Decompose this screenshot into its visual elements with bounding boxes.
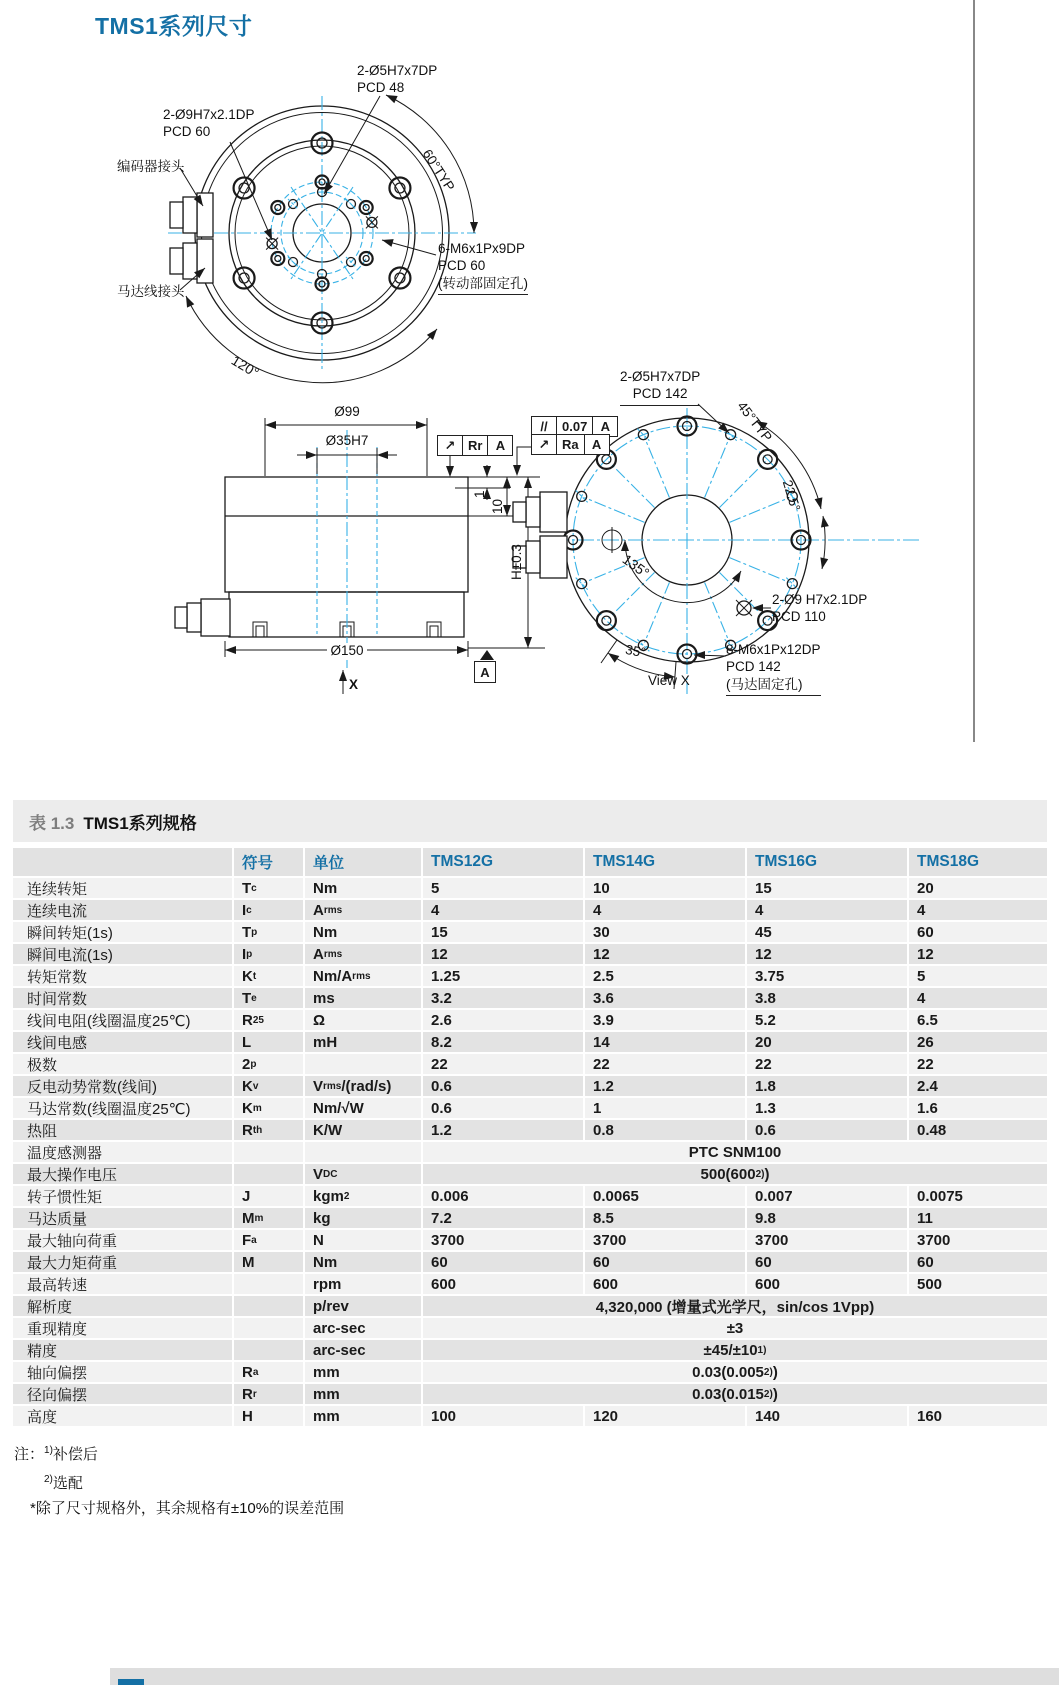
header-unit: 单位: [305, 848, 421, 876]
value-cell: 4: [909, 900, 1047, 920]
parallelism-icon: //: [532, 417, 557, 436]
viewx-hole-spec-right-label: 2-Ø9 H7x2.1DP PCD 110: [772, 592, 868, 625]
unit-cell: A rms: [305, 944, 421, 964]
row-label: 时间常数: [13, 988, 232, 1008]
encoder-connector-label: 编码器接头: [117, 159, 185, 174]
symbol-cell: I c: [234, 900, 303, 920]
footnote-line-3: [30, 1496, 344, 1521]
view-x-caption: View X: [648, 673, 690, 688]
value-cell: 5: [423, 878, 583, 898]
value-cell: 15: [423, 922, 583, 942]
value-cell: 12: [585, 944, 745, 964]
unit-cell: Nm/A rms: [305, 966, 421, 986]
unit-cell: K/W: [305, 1120, 421, 1140]
datum-triangle: [480, 650, 494, 660]
header-symbol: 符号: [234, 848, 303, 876]
value-cell: 20: [909, 878, 1047, 898]
header-tms14g: TMS14G: [585, 848, 745, 876]
value-cell: 12: [909, 944, 1047, 964]
row-label: 线间电感: [13, 1032, 232, 1052]
value-cell: 3700: [585, 1230, 745, 1250]
value-cell: 140: [747, 1406, 907, 1426]
value-cell: 12: [747, 944, 907, 964]
front-hole-spec-left-label: 2-Ø9H7x2.1DP PCD 60: [163, 107, 255, 140]
gdt-parallel-datum: A: [600, 419, 610, 434]
unit-cell: [305, 1142, 421, 1162]
motor-connector-shape: [170, 239, 213, 283]
row-label: 精度: [13, 1340, 232, 1360]
row-label: 转子惯性矩: [13, 1186, 232, 1206]
row-label: 瞬间转矩(1s): [13, 922, 232, 942]
symbol-cell: T p: [234, 922, 303, 942]
unit-cell: Nm: [305, 922, 421, 942]
value-cell: 60: [909, 1252, 1047, 1272]
gdt-rr-value: Rr: [463, 436, 488, 455]
spec-row: [13, 878, 1047, 898]
spec-row: [13, 1362, 1047, 1382]
motor-cable-connector-label: 马达线接头: [117, 284, 185, 299]
value-cell: 10: [585, 878, 745, 898]
spec-row: [13, 1142, 1047, 1162]
span-value-cell: 0.03(0.015 2) ): [423, 1384, 1047, 1404]
row-label: 重现精度: [13, 1318, 232, 1338]
symbol-cell: F a: [234, 1230, 303, 1250]
symbol-cell: 2 p: [234, 1054, 303, 1074]
value-cell: 3700: [423, 1230, 583, 1250]
spec-row: [13, 1098, 1047, 1118]
value-cell: 500: [909, 1274, 1047, 1294]
value-cell: 8.2: [423, 1032, 583, 1052]
spec-row: [13, 1384, 1047, 1404]
unit-cell: rpm: [305, 1274, 421, 1294]
front-mount-spec-label: 6-M6x1Px9DP PCD 60 (转动部固定孔): [438, 240, 528, 295]
spec-row: [13, 1208, 1047, 1228]
row-label: 最大操作电压: [13, 1164, 232, 1184]
symbol-cell: K v: [234, 1076, 303, 1096]
value-cell: 6.5: [909, 1010, 1047, 1030]
page-title: TMS1系列尺寸: [95, 13, 253, 39]
value-cell: 30: [585, 922, 745, 942]
dia150-dim-label: Ø150: [309, 642, 385, 659]
value-cell: 600: [747, 1274, 907, 1294]
value-cell: 600: [585, 1274, 745, 1294]
row-label: 线间电阻(线圈温度25℃): [13, 1010, 232, 1030]
symbol-cell: I p: [234, 944, 303, 964]
value-cell: 12: [423, 944, 583, 964]
side-dimension-lines: [225, 418, 545, 694]
symbol-cell: H: [234, 1406, 303, 1426]
row-label: 连续转矩: [13, 878, 232, 898]
unit-cell: Ω: [305, 1010, 421, 1030]
symbol-cell: R a: [234, 1362, 303, 1382]
value-cell: 1.3: [747, 1098, 907, 1118]
symbol-cell: J: [234, 1186, 303, 1206]
value-cell: 60: [747, 1252, 907, 1272]
header-tms12g: TMS12G: [423, 848, 583, 876]
symbol-cell: K m: [234, 1098, 303, 1118]
footnote-line-2: [44, 1467, 344, 1496]
value-cell: 600: [423, 1274, 583, 1294]
value-cell: 7.2: [423, 1208, 583, 1228]
value-cell: 0.48: [909, 1120, 1047, 1140]
value-cell: 160: [909, 1406, 1047, 1426]
unit-cell: mm: [305, 1406, 421, 1426]
unit-cell: mm: [305, 1384, 421, 1404]
value-cell: 0.007: [747, 1186, 907, 1206]
viewx-angle-135-label: 135°: [619, 551, 653, 581]
spec-row: [13, 1252, 1047, 1272]
value-cell: 0.8: [585, 1120, 745, 1140]
spec-row: [13, 1164, 1047, 1184]
view-arrow-label: X: [349, 677, 359, 692]
unit-cell: arc-sec: [305, 1318, 421, 1338]
dia99-dim-label: Ø99: [334, 404, 360, 419]
value-cell: 45: [747, 922, 907, 942]
span-value-cell: PTC SNM100: [423, 1142, 1047, 1162]
span-value-cell: 4,320,000 (增量式光学尺，sin/cos 1Vpp): [423, 1296, 1047, 1316]
footnote-line-1: [14, 1438, 344, 1467]
spec-row: [13, 900, 1047, 920]
row-label: 最高转速: [13, 1274, 232, 1294]
viewx-angle-45-label: 45°TYP: [734, 398, 775, 445]
value-cell: 22: [909, 1054, 1047, 1074]
value-cell: 0.006: [423, 1186, 583, 1206]
symbol-cell: M: [234, 1252, 303, 1272]
value-cell: 60: [909, 922, 1047, 942]
spec-row: [13, 1296, 1047, 1316]
value-cell: 14: [585, 1032, 745, 1052]
value-cell: 120: [585, 1406, 745, 1426]
row-label: 转矩常数: [13, 966, 232, 986]
value-cell: 3700: [747, 1230, 907, 1250]
symbol-cell: [234, 1318, 303, 1338]
value-cell: 1.6: [909, 1098, 1047, 1118]
unit-cell: p/rev: [305, 1296, 421, 1316]
span-value-cell: ±3: [423, 1318, 1047, 1338]
value-cell: 1.8: [747, 1076, 907, 1096]
value-cell: 0.6: [423, 1098, 583, 1118]
unit-cell: V DC: [305, 1164, 421, 1184]
value-cell: 0.0065: [585, 1186, 745, 1206]
row-label: 连续电流: [13, 900, 232, 920]
table-title: TMS1系列规格: [83, 813, 197, 833]
value-cell: 0.6: [423, 1076, 583, 1096]
symbol-cell: R th: [234, 1120, 303, 1140]
value-cell: 20: [747, 1032, 907, 1052]
value-cell: 1.2: [423, 1120, 583, 1140]
unit-cell: [305, 1054, 421, 1074]
span-value-cell: 0.03(0.005 2) ): [423, 1362, 1047, 1382]
value-cell: 3700: [909, 1230, 1047, 1250]
runout-icon: ↗: [532, 435, 557, 454]
gdt-ra-value: Ra: [557, 435, 585, 454]
gdt-frame-ra: [531, 434, 610, 455]
unit-cell: Nm: [305, 878, 421, 898]
value-cell: 9.8: [747, 1208, 907, 1228]
row-label: 反电动势常数(线间): [13, 1076, 232, 1096]
gdt-rr-datum: A: [495, 438, 506, 453]
technical-drawing-svg: [0, 0, 1059, 752]
row-label: 极数: [13, 1054, 232, 1074]
row-label: 瞬间电流(1s): [13, 944, 232, 964]
symbol-cell: R 25: [234, 1010, 303, 1030]
value-cell: 1.2: [585, 1076, 745, 1096]
datum-a-box: A: [474, 661, 496, 683]
value-cell: 2.6: [423, 1010, 583, 1030]
header-tms16g: TMS16G: [747, 848, 907, 876]
row-label: 马达常数(线圈温度25℃): [13, 1098, 232, 1118]
value-cell: 22: [423, 1054, 583, 1074]
front-hole-spec-top-label: 2-Ø5H7x7DP PCD 48: [357, 63, 438, 96]
span-value-cell: 500(600 2) ): [423, 1164, 1047, 1184]
value-cell: 11: [909, 1208, 1047, 1228]
value-cell: 3.9: [585, 1010, 745, 1030]
front-angle-typ-label: 60°TYP: [419, 146, 458, 194]
value-cell: 1: [585, 1098, 745, 1118]
row-label: 轴向偏摆: [13, 1362, 232, 1382]
spec-table-body: [13, 878, 1047, 1426]
unit-cell: arc-sec: [305, 1340, 421, 1360]
gdt-ra-datum: A: [591, 437, 602, 452]
value-cell: 22: [747, 1054, 907, 1074]
symbol-cell: [234, 1296, 303, 1316]
viewx-angle-225-label: 22.5°: [779, 478, 804, 513]
viewx-hole-spec-top-label: 2-Ø5H7x7DP PCD 142: [620, 368, 700, 406]
table-caption-band: [13, 800, 1047, 842]
value-cell: 0.6: [747, 1120, 907, 1140]
symbol-cell: [234, 1274, 303, 1294]
value-cell: 2.5: [585, 966, 745, 986]
unit-cell: A rms: [305, 900, 421, 920]
side-connector-shape: [175, 599, 230, 636]
symbol-cell: [234, 1164, 303, 1184]
unit-cell: mH: [305, 1032, 421, 1052]
row-label: 温度感测器: [13, 1142, 232, 1162]
unit-cell: V rms /(rad/s): [305, 1076, 421, 1096]
row-label: 马达质量: [13, 1208, 232, 1228]
note-prefix: 注：: [14, 1446, 45, 1463]
symbol-cell: L: [234, 1032, 303, 1052]
value-cell: 3.2: [423, 988, 583, 1008]
viewx-angle-35-label: 35°: [624, 641, 647, 661]
value-cell: 4: [909, 988, 1047, 1008]
row-label: 径向偏摆: [13, 1384, 232, 1404]
value-cell: 22: [585, 1054, 745, 1074]
value-cell: 8.5: [585, 1208, 745, 1228]
symbol-cell: [234, 1340, 303, 1360]
value-cell: 60: [585, 1252, 745, 1272]
footnotes: [14, 1438, 344, 1521]
value-cell: 26: [909, 1032, 1047, 1052]
spec-row: [13, 1274, 1047, 1294]
encoder-connector-shape: [170, 193, 213, 237]
spec-row: [13, 1010, 1047, 1030]
symbol-cell: R r: [234, 1384, 303, 1404]
unit-cell: N: [305, 1230, 421, 1250]
symbol-cell: [234, 1142, 303, 1162]
row-label: 热阻: [13, 1120, 232, 1140]
footer-accent-chip: [118, 1679, 144, 1685]
spec-row: [13, 944, 1047, 964]
value-cell: 60: [423, 1252, 583, 1272]
spec-row: [13, 1186, 1047, 1206]
arc-120deg: [186, 296, 437, 383]
header-tms18g: TMS18G: [909, 848, 1047, 876]
dia35-dim-label: Ø35H7: [325, 433, 369, 448]
unit-cell: mm: [305, 1362, 421, 1382]
row-label: 解析度: [13, 1296, 232, 1316]
spec-row: [13, 922, 1047, 942]
table-number: 表 1.3: [29, 813, 75, 833]
pin-hole-marker: [736, 600, 752, 616]
row-label: 最大力矩荷重: [13, 1252, 232, 1272]
symbol-cell: T c: [234, 878, 303, 898]
value-cell: 4: [747, 900, 907, 920]
note-1: $^{1)}$补偿后: [44, 1445, 98, 1463]
dim-10-label: 10: [490, 498, 505, 514]
row-label: 最大轴向荷重: [13, 1230, 232, 1250]
spec-row: [13, 1054, 1047, 1074]
runout-icon: ↗: [438, 436, 463, 455]
front-angle-120-label: 120°: [228, 352, 262, 381]
spec-row: [13, 1230, 1047, 1250]
unit-cell: kgm 2: [305, 1186, 421, 1206]
note-disclaimer: *除了尺寸规格外，其余规格有±10%的误差范围: [30, 1500, 345, 1517]
value-cell: 5.2: [747, 1010, 907, 1030]
footer-bar: [110, 1668, 1059, 1685]
spec-row: [13, 988, 1047, 1008]
spec-table: [13, 848, 1047, 1428]
dim-1-label: 1: [472, 490, 487, 498]
value-cell: 0.0075: [909, 1186, 1047, 1206]
value-cell: 100: [423, 1406, 583, 1426]
spec-row: [13, 1032, 1047, 1052]
symbol-cell: T e: [234, 988, 303, 1008]
note-2: $^{2)}$选配: [44, 1474, 83, 1492]
value-cell: 4: [423, 900, 583, 920]
span-value-cell: ±45/±10 1): [423, 1340, 1047, 1360]
spec-row: [13, 1076, 1047, 1096]
spec-row: [13, 1318, 1047, 1338]
spec-row: [13, 1340, 1047, 1360]
gdt-frame-rr: [437, 435, 513, 456]
spec-row: [13, 1120, 1047, 1140]
header-empty-cell: [13, 848, 232, 876]
symbol-cell: M m: [234, 1208, 303, 1228]
viewx-mount-spec-label: 8-M6x1Px12DP PCD 142 (马达固定孔): [726, 641, 821, 696]
unit-cell: Nm: [305, 1252, 421, 1272]
symbol-cell: K t: [234, 966, 303, 986]
height-dim-label: H±0.3: [509, 544, 524, 580]
value-cell: 1.25: [423, 966, 583, 986]
spec-row: [13, 1406, 1047, 1426]
unit-cell: kg: [305, 1208, 421, 1228]
row-label: 高度: [13, 1406, 232, 1426]
value-cell: 4: [585, 900, 745, 920]
unit-cell: Nm/√W: [305, 1098, 421, 1118]
value-cell: 2.4: [909, 1076, 1047, 1096]
value-cell: 15: [747, 878, 907, 898]
value-cell: 3.6: [585, 988, 745, 1008]
unit-cell: ms: [305, 988, 421, 1008]
value-cell: 3.75: [747, 966, 907, 986]
spec-row: [13, 966, 1047, 986]
value-cell: 3.8: [747, 988, 907, 1008]
gdt-parallel-value: 0.07: [557, 417, 593, 436]
value-cell: 5: [909, 966, 1047, 986]
spec-table-header: [13, 848, 1047, 876]
